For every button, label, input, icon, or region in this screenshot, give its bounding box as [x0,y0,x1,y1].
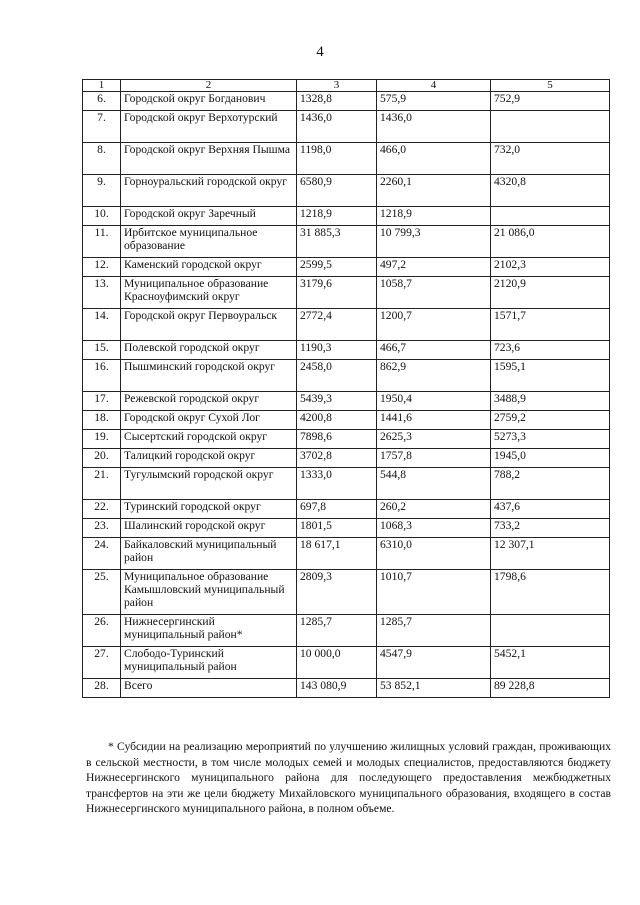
column-4-value-cell: 1285,7 [377,615,491,647]
column-3-value-cell: 31 885,3 [297,226,377,258]
municipality-name-cell: Сысертский городской округ [121,430,297,449]
column-3-value-cell: 1328,8 [297,92,377,111]
column-4-value-cell: 466,0 [377,143,491,175]
municipality-name-cell: Городской округ Верхотурский [121,111,297,143]
table-row [83,647,610,679]
column-5-value-cell: 1595,1 [491,360,610,392]
column-4-value-cell: 497,2 [377,258,491,277]
municipality-name-cell: Режевской городской округ [121,392,297,411]
municipality-name-cell: Городской округ Первоуральск [121,309,297,341]
column-3-value-cell: 143 080,9 [297,679,377,698]
table-row [83,468,610,500]
column-3-value-cell: 18 617,1 [297,538,377,570]
column-3-value-cell: 3702,8 [297,449,377,468]
column-4-value-cell: 4547,9 [377,647,491,679]
table-row [83,449,610,468]
row-number-cell: 9. [83,175,121,207]
column-3-value-cell: 1218,9 [297,207,377,226]
row-number-cell: 27. [83,647,121,679]
table-row [83,143,610,175]
municipality-name-cell: Шалинский городской округ [121,519,297,538]
column-5-value-cell: 1945,0 [491,449,610,468]
row-number-cell: 25. [83,570,121,615]
row-number-cell: 22. [83,500,121,519]
column-5-value-cell: 788,2 [491,468,610,500]
column-3-value-cell: 3179,6 [297,277,377,309]
header-cell: 5 [491,80,610,92]
column-3-value-cell: 1190,3 [297,341,377,360]
municipality-name-cell: Нижнесергинский муниципальный район* [121,615,297,647]
column-4-value-cell: 260,2 [377,500,491,519]
row-number-cell: 16. [83,360,121,392]
header-cell: 4 [377,80,491,92]
header-cell: 2 [121,80,297,92]
row-number-cell: 24. [83,538,121,570]
table-row [83,207,610,226]
municipality-name-cell: Городской округ Заречный [121,207,297,226]
municipality-name-cell: Байкаловский муниципальный район [121,538,297,570]
row-number-cell: 23. [83,519,121,538]
municipality-name-cell: Каменский городской округ [121,258,297,277]
column-3-value-cell: 2772,4 [297,309,377,341]
column-4-value-cell: 466,7 [377,341,491,360]
row-number-cell: 19. [83,430,121,449]
municipality-name-cell: Горноуральский городской округ [121,175,297,207]
column-3-value-cell: 4200,8 [297,411,377,430]
column-5-value-cell: 5273,3 [491,430,610,449]
footnote-text: * Субсидии на реализацию мероприятий по улучшению жилищных условий граждан, проживающих в сельской местности, в том числе молодых семей и молодых специалистов, предоставляются бюджету Нижнесергинского муниципального района для последующего предоставления межбюджетных трансфертов на эти же цели бюджету Михайловского муниципального образования, входящего в состав Нижнесергинского муниципального района, в полном объеме. [86,740,611,816]
column-4-value-cell: 862,9 [377,360,491,392]
column-3-value-cell: 10 000,0 [297,647,377,679]
table-row [83,392,610,411]
row-number-cell: 12. [83,258,121,277]
column-4-value-cell: 1757,8 [377,449,491,468]
column-4-value-cell: 1950,4 [377,392,491,411]
header-cell: 3 [297,80,377,92]
column-4-value-cell: 1436,0 [377,111,491,143]
row-number-cell: 28. [83,679,121,698]
column-4-value-cell: 2625,3 [377,430,491,449]
column-3-value-cell: 7898,6 [297,430,377,449]
row-number-cell: 18. [83,411,121,430]
municipality-name-cell: Городской округ Богданович [121,92,297,111]
municipality-name-cell: Полевской городской округ [121,341,297,360]
table-row [83,519,610,538]
table-row [83,615,610,647]
column-5-value-cell [491,615,610,647]
column-3-value-cell: 1801,5 [297,519,377,538]
row-number-cell: 21. [83,468,121,500]
row-number-cell: 6. [83,92,121,111]
column-4-value-cell: 1200,7 [377,309,491,341]
column-5-value-cell: 437,6 [491,500,610,519]
table-row [83,360,610,392]
subsidy-table [82,79,610,698]
column-5-value-cell [491,207,610,226]
column-5-value-cell: 2759,2 [491,411,610,430]
column-5-value-cell: 1571,7 [491,309,610,341]
column-4-value-cell: 1218,9 [377,207,491,226]
table-row [83,679,610,698]
municipality-name-cell: Туринский городской округ [121,500,297,519]
column-5-value-cell: 89 228,8 [491,679,610,698]
column-5-value-cell: 732,0 [491,143,610,175]
column-4-value-cell: 1058,7 [377,277,491,309]
table-row [83,570,610,615]
page-number: 4 [316,44,324,60]
column-4-value-cell: 2260,1 [377,175,491,207]
table-row [83,277,610,309]
column-4-value-cell: 544,8 [377,468,491,500]
footnote [86,739,611,817]
municipality-name-cell: Тугулымский городской округ [121,468,297,500]
column-5-value-cell: 2120,9 [491,277,610,309]
column-4-value-cell: 1441,6 [377,411,491,430]
row-number-cell: 11. [83,226,121,258]
table-row [83,500,610,519]
column-3-value-cell: 6580,9 [297,175,377,207]
column-5-value-cell: 733,2 [491,519,610,538]
column-5-value-cell [491,111,610,143]
municipality-name-cell: Пышминский городской округ [121,360,297,392]
column-3-value-cell: 5439,3 [297,392,377,411]
table-row [83,258,610,277]
header-cell: 1 [83,80,121,92]
table-header-row [83,80,610,92]
row-number-cell: 13. [83,277,121,309]
column-4-value-cell: 575,9 [377,92,491,111]
row-number-cell: 20. [83,449,121,468]
column-4-value-cell: 6310,0 [377,538,491,570]
table-row [83,111,610,143]
row-number-cell: 8. [83,143,121,175]
table-row [83,430,610,449]
table-row [83,92,610,111]
table-row [83,538,610,570]
row-number-cell: 10. [83,207,121,226]
municipality-name-cell: Талицкий городской округ [121,449,297,468]
row-number-cell: 7. [83,111,121,143]
column-3-value-cell: 2809,3 [297,570,377,615]
column-5-value-cell: 3488,9 [491,392,610,411]
column-5-value-cell: 21 086,0 [491,226,610,258]
table-row [83,411,610,430]
municipality-name-cell: Ирбитское муниципальное образование [121,226,297,258]
municipality-name-cell: Городской округ Сухой Лог [121,411,297,430]
row-number-cell: 14. [83,309,121,341]
column-3-value-cell: 2458,0 [297,360,377,392]
municipality-name-cell: Слободо-Туринский муниципальный район [121,647,297,679]
municipality-name-cell: Муниципальное образование Красноуфимский округ [121,277,297,309]
column-4-value-cell: 1010,7 [377,570,491,615]
municipality-name-cell: Городской округ Верхняя Пышма [121,143,297,175]
column-4-value-cell: 1068,3 [377,519,491,538]
row-number-cell: 26. [83,615,121,647]
table-row [83,309,610,341]
column-3-value-cell: 1198,0 [297,143,377,175]
row-number-cell: 17. [83,392,121,411]
column-5-value-cell: 12 307,1 [491,538,610,570]
column-5-value-cell: 4320,8 [491,175,610,207]
row-number-cell: 15. [83,341,121,360]
column-5-value-cell: 723,6 [491,341,610,360]
municipality-name-cell: Всего [121,679,297,698]
column-3-value-cell: 1285,7 [297,615,377,647]
table-row [83,175,610,207]
column-3-value-cell: 2599,5 [297,258,377,277]
municipality-name-cell: Муниципальное образование Камышловский муниципальный район [121,570,297,615]
column-5-value-cell: 752,9 [491,92,610,111]
column-5-value-cell: 1798,6 [491,570,610,615]
table-row [83,341,610,360]
column-4-value-cell: 53 852,1 [377,679,491,698]
column-3-value-cell: 1333,0 [297,468,377,500]
column-3-value-cell: 697,8 [297,500,377,519]
column-3-value-cell: 1436,0 [297,111,377,143]
column-5-value-cell: 5452,1 [491,647,610,679]
column-5-value-cell: 2102,3 [491,258,610,277]
column-4-value-cell: 10 799,3 [377,226,491,258]
table-row [83,226,610,258]
